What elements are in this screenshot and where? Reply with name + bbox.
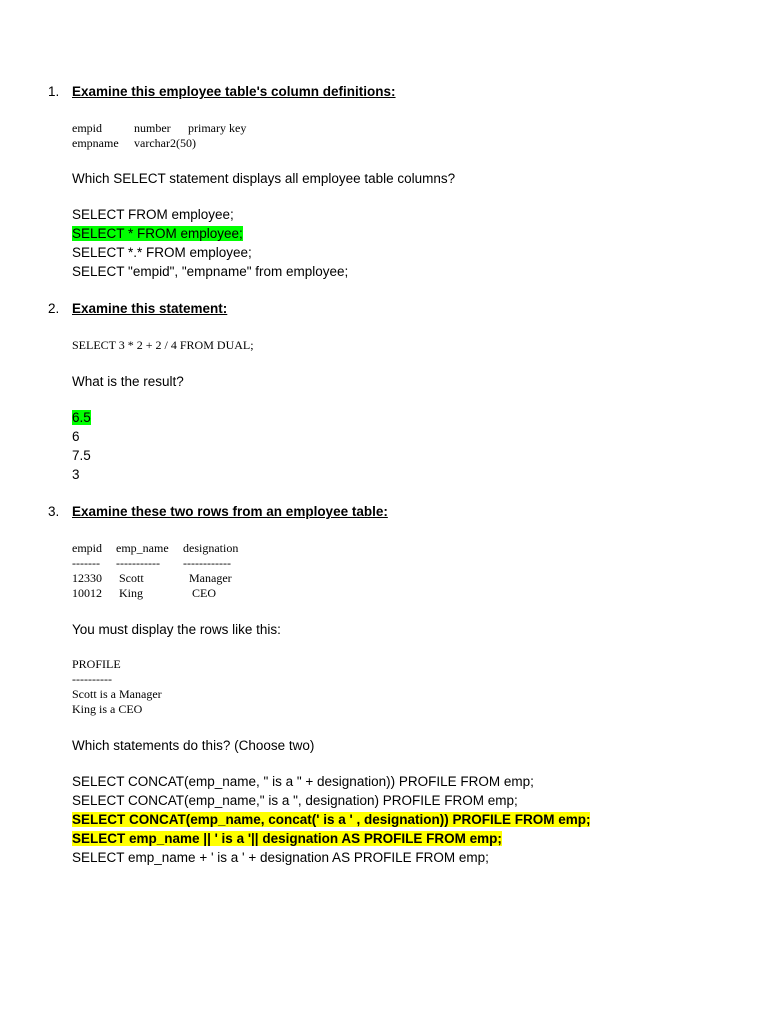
correct-highlight: SELECT * FROM employee; (72, 226, 243, 241)
question-1-number: 1. (48, 84, 60, 99)
question-3-instruction: You must display the rows like this: (72, 622, 281, 637)
answer-option-correct (72, 225, 243, 243)
table-header-cell: empid (72, 541, 102, 555)
column-definition-row (72, 136, 196, 151)
correct-highlight: SELECT emp_name || ' is a '|| designation AS PROFILE FROM emp; (72, 831, 502, 846)
table-cell: 12330 (72, 571, 102, 585)
table-cell: CEO (192, 586, 216, 600)
table-cell: Manager (189, 571, 232, 585)
column-type: varchar2(50) (134, 136, 196, 150)
table-cell: 10012 (72, 586, 102, 600)
question-1-prompt: Which SELECT statement displays all employee table columns? (72, 171, 456, 186)
question-3-number: 3. (48, 504, 60, 519)
question-3-prompt: Which statements do this? (Choose two) (72, 738, 315, 753)
question-2-number: 2. (48, 301, 60, 316)
answer-option-correct (72, 830, 502, 848)
correct-highlight: 6.5 (72, 410, 91, 425)
question-2-prompt: What is the result? (72, 374, 184, 389)
answer-option: SELECT FROM employee; (72, 207, 234, 222)
answer-option: 3 (72, 467, 80, 482)
profile-row: Scott is a Manager (72, 687, 162, 701)
table-divider: ------- (72, 556, 100, 570)
question-2-title: Examine this statement: (72, 301, 228, 316)
profile-row: King is a CEO (72, 702, 143, 716)
sql-statement: SELECT 3 * 2 + 2 / 4 FROM DUAL; (72, 338, 254, 352)
column-name: empname (72, 136, 119, 150)
question-2-heading (48, 301, 227, 316)
question-1-heading (48, 84, 396, 99)
question-1-title: Examine this employee table's column definitions: (72, 84, 396, 99)
table-header-cell: emp_name (116, 541, 169, 555)
answer-option-correct (72, 811, 590, 829)
table-cell: King (119, 586, 143, 600)
answer-option: SELECT CONCAT(emp_name," is a ", designation) PROFILE FROM emp; (72, 793, 518, 808)
table-row (72, 586, 216, 601)
profile-divider: ---------- (72, 672, 112, 686)
table-header-cell: designation (183, 541, 239, 555)
table-header-row (72, 541, 238, 556)
answer-option: SELECT "empid", "empname" from employee; (72, 264, 349, 279)
column-definition-row (72, 121, 246, 136)
table-divider: ----------- (116, 556, 160, 570)
answer-option: SELECT CONCAT(emp_name, " is a " + designation)) PROFILE FROM emp; (72, 774, 534, 789)
answer-option: SELECT *.* FROM employee; (72, 245, 252, 260)
column-type: number (134, 121, 171, 135)
table-row (72, 571, 232, 586)
answer-option: 7.5 (72, 448, 91, 463)
profile-header: PROFILE (72, 657, 121, 671)
answer-option: SELECT emp_name + ' is a ' + designation AS PROFILE FROM emp; (72, 850, 489, 865)
table-cell: Scott (119, 571, 144, 585)
question-3-title: Examine these two rows from an employee table: (72, 504, 388, 519)
column-name: empid (72, 121, 102, 135)
table-divider-row (72, 556, 231, 571)
correct-highlight: SELECT CONCAT(emp_name, concat(' is a ' , designation)) PROFILE FROM emp; (72, 812, 591, 827)
column-constraint: primary key (188, 121, 247, 135)
answer-option-correct (72, 409, 91, 427)
table-divider: ------------ (183, 556, 231, 570)
answer-option: 6 (72, 429, 80, 444)
question-3-heading (48, 504, 388, 519)
